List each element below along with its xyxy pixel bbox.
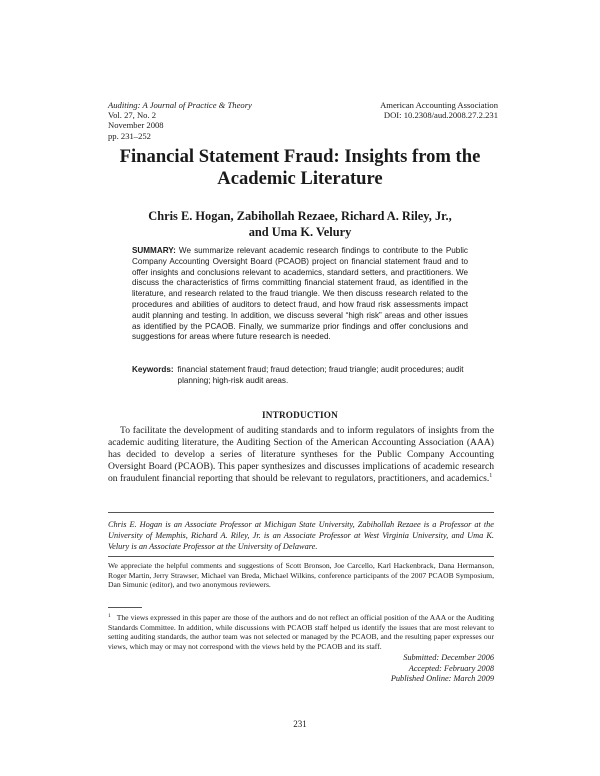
acknowledgments: We appreciate the helpful comments and suggestions of Scott Bronson, Joe Carcello, Karl Hackenbrack, Dana Hermanson, Roger Martin, Jerry Strawser, Michael van Breda, Michael Wilkins, conference participants of the 2007 PCAOB Symposium, Dan Simunic (editor), and two anonymous reviewers. — [108, 561, 494, 590]
divider — [108, 512, 494, 513]
author-line: and Uma K. Velury — [248, 224, 352, 239]
journal-pages: pp. 231–252 — [108, 130, 151, 141]
page-number: 231 — [293, 719, 307, 729]
abstract — [132, 246, 468, 343]
publisher-block — [380, 100, 498, 120]
submission-dates — [391, 653, 494, 685]
footnote-divider — [108, 607, 142, 608]
journal-name: Auditing: A Journal of Practice & Theory — [108, 100, 252, 110]
keywords-label: Keywords: — [132, 365, 174, 374]
accepted-date: Accepted: February 2008 — [408, 663, 494, 673]
author-affiliations: Chris E. Hogan is an Associate Professor at Michigan State University, Zabihollah Rezaee is a Professor at the University of Memphis, Richard A. Riley, Jr. is an Associate Professor at West Virginia University, and Uma K. Velury is an Associate Professor at the University of Delaware. — [108, 520, 494, 551]
abstract-label: SUMMARY: — [132, 246, 176, 255]
divider — [108, 556, 494, 557]
published-date: Published Online: March 2009 — [390, 674, 494, 684]
introduction-paragraph — [108, 425, 494, 485]
footnote-text: The views expressed in this paper are those of the authors and do not reflect an official position of the AAA or the Auditing Standards Committee. In addition, while discussions with PCAOB staff helped us identify the issues that are most relevant to setting auditing standards, the author team was not selected or managed by the PCAOB, and the resulting paper expresses our views, which may or may not correspond with the views held by the PCAOB and its staff. — [108, 613, 494, 651]
publisher-name: American Accounting Association — [380, 100, 498, 110]
author-list — [100, 209, 500, 240]
footnote — [108, 613, 494, 651]
submitted-date: Submitted: December 2006 — [403, 653, 494, 662]
journal-issue-date: November 2008 — [108, 120, 164, 131]
keywords — [132, 365, 468, 387]
keywords-text: financial statement fraud; fraud detection; fraud triangle; audit procedures; audit planning; high-risk audit areas. — [177, 365, 464, 385]
introduction-text: To facilitate the development of auditing standards and to inform regulators of insights from the academic auditing literature, the Auditing Section of the American Accounting Association (AAA) has decided to develop a series of literature syntheses for the Public Company Accounting Oversight Board (PCAOB). This paper synthesizes and discusses implications of academic research on fraudulent financial reporting that should be relevant to regulators, practitioners, and academics. — [108, 425, 494, 485]
section-heading: INTRODUCTION — [262, 410, 338, 420]
abstract-text: We summarize relevant academic research findings to contribute to the Public Company Accounting Oversight Board (PCAOB) project on financial statement fraud and to offer insights and conclusions relevant to academics, standard setters, and practitioners. We discuss the characteristics of firms committing financial statement fraud, as identified in the literature, and research related to the fraud triangle. We then discuss research related to the procedures and abilities of auditors to detect fraud, and how fraud risk assessments impact audit planning and testing. In addition, we discuss several “high risk” areas and other issues as identified by the PCAOB. Finally, we summarize prior findings and offer conclusions and suggestions for areas where future research is needed. — [132, 246, 468, 342]
author-line: Chris E. Hogan, Zabihollah Rezaee, Richard A. Riley, Jr., — [148, 209, 452, 223]
journal-volume: Vol. 27, No. 2 — [108, 110, 157, 121]
journal-citation-block — [108, 100, 252, 141]
footnote-reference[interactable]: 1 — [489, 473, 493, 480]
footnote-number: 1 — [108, 613, 111, 619]
paper-title: Financial Statement Fraud: Insights from the Academic Literature — [119, 146, 481, 189]
doi[interactable]: DOI: 10.2308/aud.2008.27.2.231 — [383, 110, 498, 121]
